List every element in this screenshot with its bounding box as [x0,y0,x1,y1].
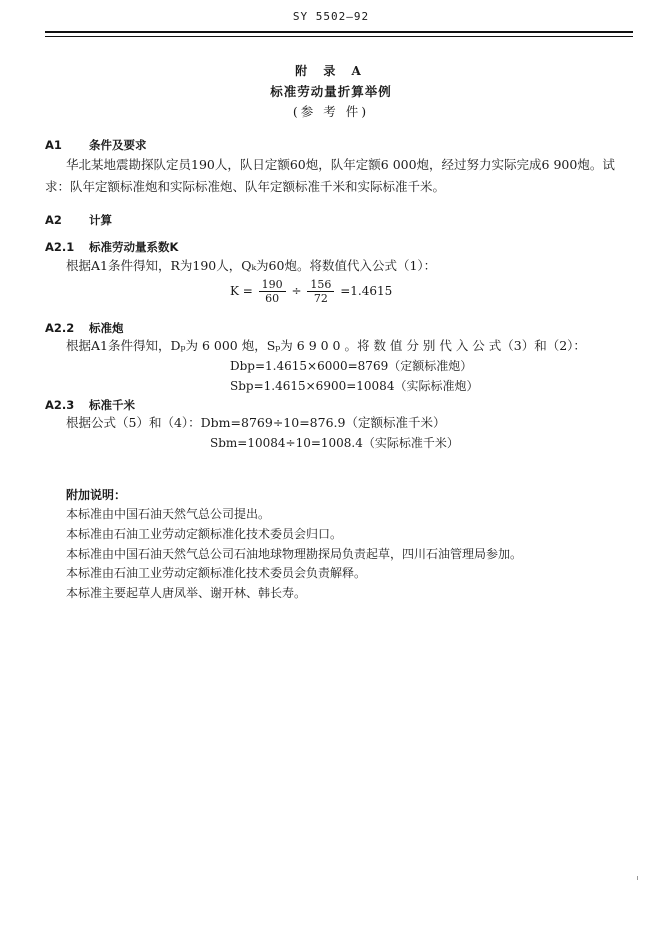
fraction-2 [307,278,334,305]
additional-note: 本标准由中国石油天然气总公司提出。 [66,507,271,521]
fraction-numerator: 190 [259,278,286,292]
section-title: 标准劳动量系数K [89,240,179,254]
appendix-title: 标准劳动量折算举例 [270,84,392,99]
section-number: A1 [45,138,62,152]
sbp-equation: Sbp=1.4615×6900=10084（实际标准炮） [230,379,479,393]
section-number: A2.1 [45,240,75,254]
section-title: 条件及要求 [89,138,147,152]
sbm-equation: Sbm=10084÷10=1008.4（实际标准千米） [210,436,459,450]
additional-notes-title: 附加说明： [66,488,127,502]
header-rule-thick [45,31,633,33]
formula-lhs: K = [230,284,253,298]
a1-text-line2: 求：队年定额标准炮和实际标准炮、队年定额标准千米和实际标准千米。 [45,179,446,194]
dbp-equation: Dbp=1.4615×6000=8769（定额标准炮） [230,359,473,373]
section-title: 标准炮 [89,321,124,335]
section-a2-heading [45,212,112,228]
section-number: A2 [45,213,62,227]
k-formula [230,278,392,305]
additional-note: 本标准主要起草人唐凤举、谢开林、韩长寿。 [66,586,307,600]
additional-note: 本标准由中国石油天然气总公司石油地球物理勘探局负责起草，四川石油管理局参加。 [66,547,523,561]
additional-note: 本标准由石油工业劳动定额标准化技术委员会负责解释。 [66,566,367,580]
section-title: 计算 [89,213,112,227]
scan-speck [637,876,638,880]
a22-text: 根据A1条件得知，Dₚ为 6 000 炮，Sₚ为 6 9 0 0 。将 数 值 分 别 代 入 公 式（3）和（2）： [66,338,586,353]
section-a1-heading [45,137,147,153]
fraction-1 [259,278,286,305]
appendix-note: (参 考 件) [292,104,370,119]
formula-operator: ÷ [291,284,302,298]
section-number: A2.3 [45,398,75,412]
additional-note: 本标准由石油工业劳动定额标准化技术委员会归口。 [66,527,343,541]
a21-text: 根据A1条件得知，R为190人，Qₖ为60炮。将数值代入公式（1）： [66,258,437,273]
appendix-label: 附 录 A [295,64,367,78]
header-rule-thin [45,36,633,37]
fraction-denominator: 60 [265,292,280,305]
section-number: A2.2 [45,321,75,335]
section-a22-heading [45,320,124,336]
section-a23-heading [45,397,135,413]
standard-number-header: SY 5502—92 [292,10,370,23]
a23-text: 根据公式（5）和（4）：Dbm=8769÷10=876.9（定额标准千米） [66,415,446,430]
fraction-numerator: 156 [307,278,334,292]
section-title: 标准千米 [89,398,135,412]
fraction-denominator: 72 [313,292,328,305]
a1-text-line1: 华北某地震勘探队定员190人，队日定额60炮，队年定额6 000炮，经过努力实际完成6 900炮。试 [66,157,615,172]
section-a21-heading [45,239,178,255]
formula-result: =1.4615 [340,284,393,298]
